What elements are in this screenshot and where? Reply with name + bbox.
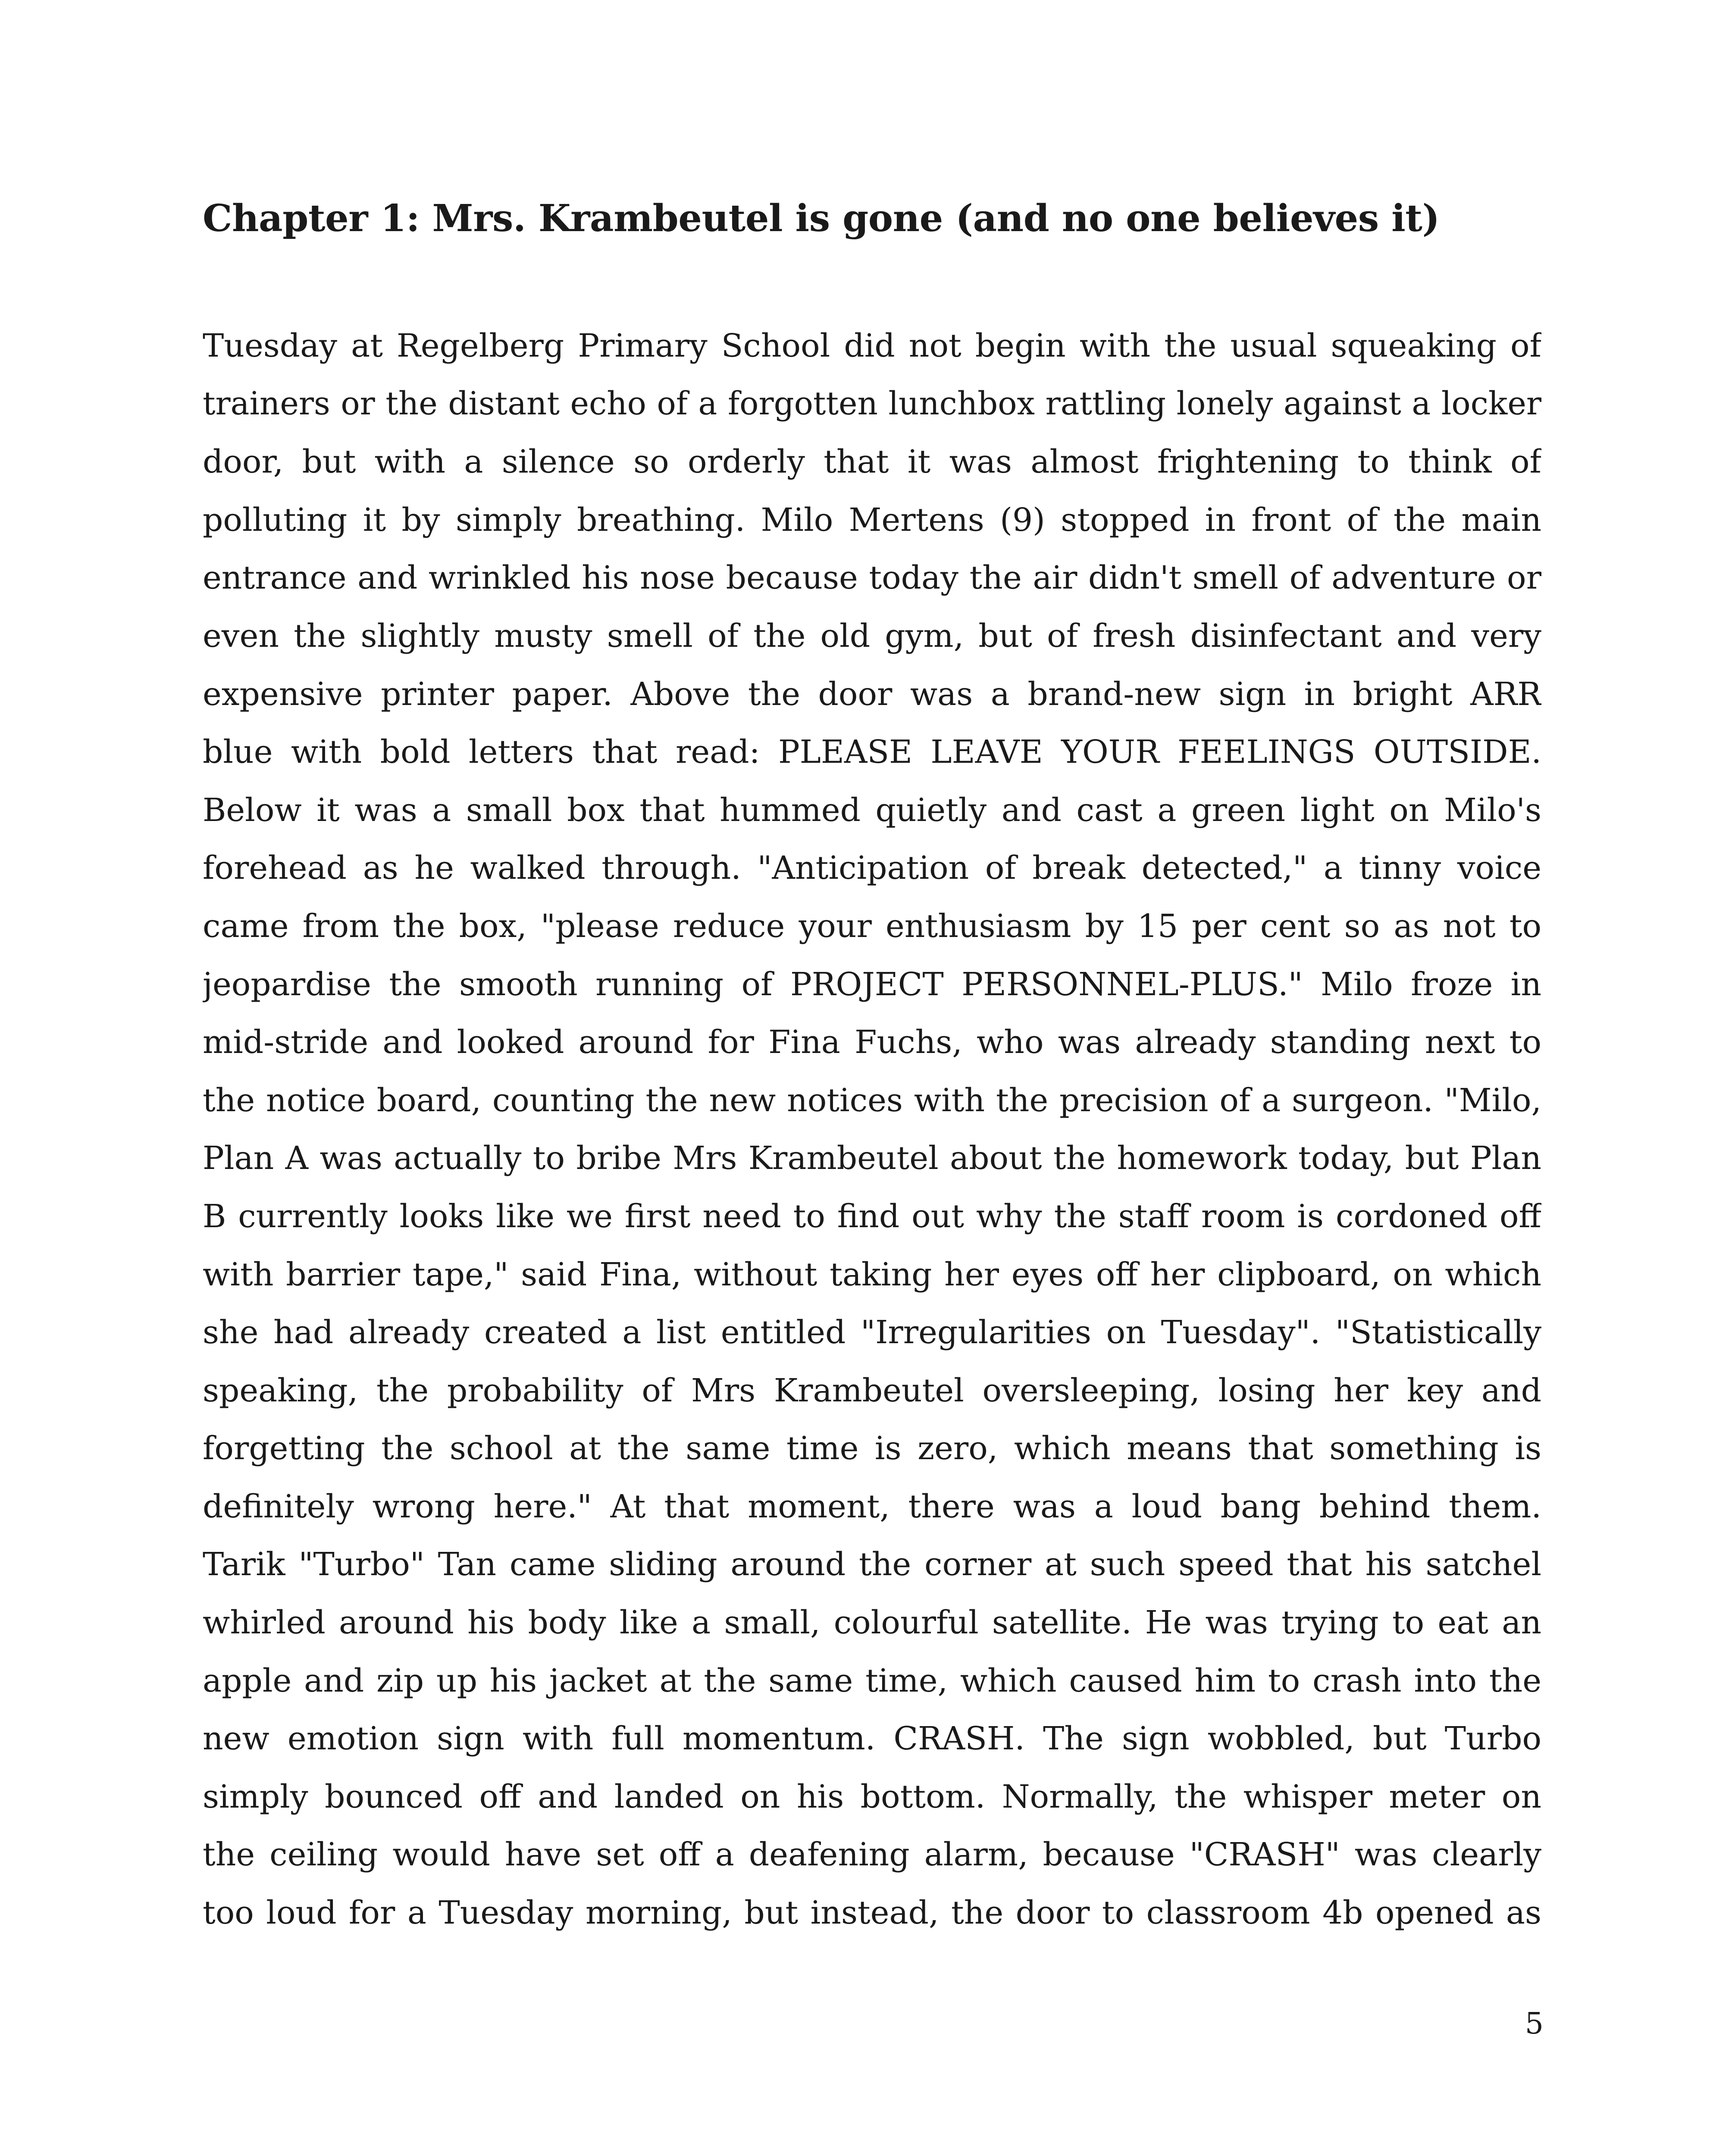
text-line: B currently looks like we first need to find out why the staff room is cordoned off [203,1197,1541,1235]
text-line: the ceiling would have set off a deafening alarm, because "CRASH" was clearly [203,1836,1541,1874]
text-line: forehead as he walked through. "Anticipation of break detected," a tinny voice [203,849,1541,887]
body-text [203,317,1541,1942]
text-line: Tuesday at Regelberg Primary School did not begin with the usual squeaking of [203,327,1541,364]
text-line: Plan A was actually to bribe Mrs Krambeutel about the homework today, but Plan [203,1140,1541,1177]
text-line: apple and zip up his jacket at the same time, which caused him to crash into the [203,1662,1541,1699]
text-line: even the slightly musty smell of the old gym, but of fresh disinfectant and very [203,617,1541,655]
text-line: came from the box, "please reduce your enthusiasm by 15 per cent so as not to [203,907,1541,945]
text-line: jeopardise the smooth running of PROJECT PERSONNEL-PLUS." Milo froze in [203,965,1541,1003]
text-line: Below it was a small box that hummed quietly and cast a green light on Milo's [203,791,1541,829]
text-line: she had already created a list entitled "Irregularities on Tuesday". "Statistically [203,1314,1541,1351]
text-line: blue with bold letters that read: PLEASE LEAVE YOUR FEELINGS OUTSIDE. [203,733,1541,771]
text-line: new emotion sign with full momentum. CRASH. The sign wobbled, but Turbo [203,1720,1541,1758]
chapter-title: Chapter 1: Mrs. Krambeutel is gone (and no one believes it) [203,197,1440,240]
text-line: whirled around his body like a small, colourful satellite. He was trying to eat an [203,1604,1541,1642]
text-line: entrance and wrinkled his nose because today the air didn't smell of adventure or [203,559,1541,597]
text-line: simply bounced off and landed on his bottom. Normally, the whisper meter on [203,1778,1541,1815]
text-line: the notice board, counting the new notices with the precision of a surgeon. "Milo, [203,1081,1541,1119]
text-line: Tarik "Turbo" Tan came sliding around the corner at such speed that his satchel [203,1546,1541,1583]
text-line: door, but with a silence so orderly that it was almost frightening to think of [203,443,1541,481]
text-line: trainers or the distant echo of a forgotten lunchbox rattling lonely against a locker [203,385,1541,422]
text-line: polluting it by simply breathing. Milo Mertens (9) stopped in front of the main [203,501,1541,539]
text-line: forgetting the school at the same time is zero, which means that something is [203,1430,1541,1467]
text-line: mid-stride and looked around for Fina Fuchs, who was already standing next to [203,1024,1541,1061]
text-line: speaking, the probability of Mrs Krambeutel oversleeping, losing her key and [203,1372,1541,1409]
text-line: definitely wrong here." At that moment, there was a loud bang behind them. [203,1488,1541,1525]
text-line: too loud for a Tuesday morning, but instead, the door to classroom 4b opened as [203,1894,1541,1932]
page-number: 5 [1525,2007,1544,2041]
text-line: expensive printer paper. Above the door was a brand-new sign in bright ARR [203,675,1541,713]
text-line: with barrier tape," said Fina, without taking her eyes off her clipboard, on which [203,1256,1541,1293]
